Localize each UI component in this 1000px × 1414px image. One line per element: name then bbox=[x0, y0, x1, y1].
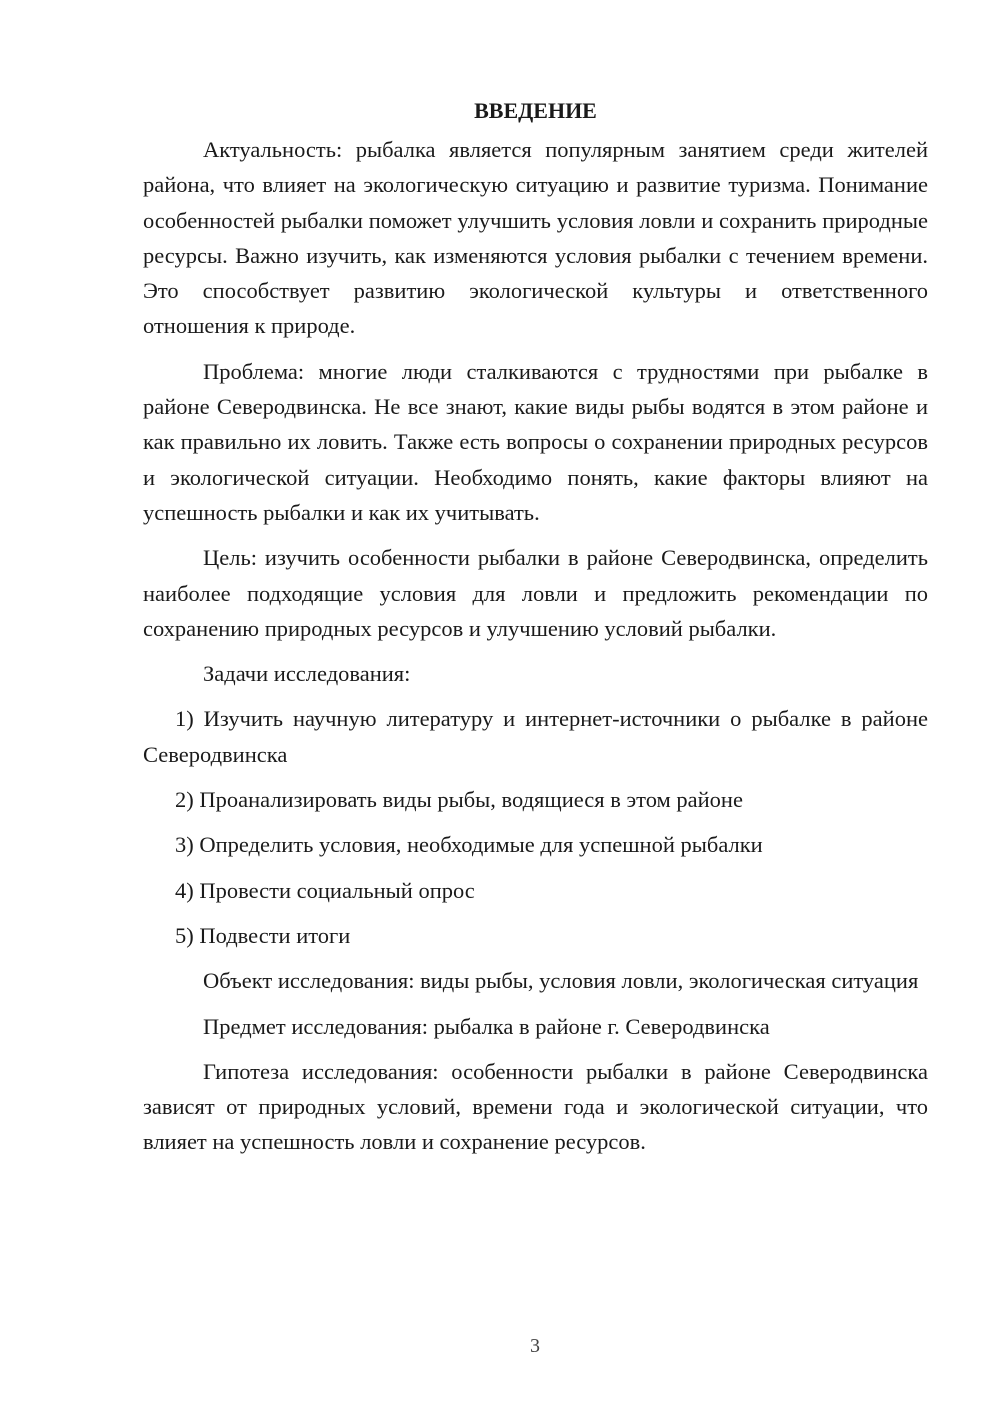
goal-paragraph: Цель: изучить особенности рыбалки в районе Северодвинска, определить наиболее подходящие условия для ловли и предложить рекомендации по сохранению природных ресурсов и улучшению условий рыбалки. bbox=[143, 545, 928, 641]
task-item: 2) Проанализировать виды рыбы, водящиеся в этом районе bbox=[175, 787, 743, 813]
problem-paragraph: Проблема: многие люди сталкиваются с трудностями при рыбалке в районе Северодвинска. Не все знают, какие виды рыбы водятся в этом районе и как правильно их ловить. Также есть вопросы о сохранении природных ресурсов и экологической ситуации. Необходимо понять, какие факторы влияют на успешность рыбалки и как их учитывать. bbox=[143, 358, 928, 525]
subject-paragraph: Предмет исследования: рыбалка в районе г. Северодвинска bbox=[203, 1013, 770, 1039]
task-item: 4) Провести социальный опрос bbox=[175, 877, 475, 903]
tasks-heading: Задачи исследования: bbox=[203, 661, 411, 687]
task-item: 1) Изучить научную литературу и интернет-источники о рыбалке в районе Северодвинска bbox=[143, 706, 928, 767]
relevance-paragraph: Актуальность: рыбалка является популярным занятием среди жителей района, что влияет на экологическую ситуацию и развитие туризма. Понимание особенностей рыбалки поможет улучшить условия ловли и сохранить природные ресурсы. Важно изучить, как изменяются условия рыбалки с течением времени. Это способствует развитию экологической культуры и ответственного отношения к природе. bbox=[143, 137, 928, 339]
task-item: 3) Определить условия, необходимые для успешной рыбалки bbox=[175, 832, 763, 858]
task-item: 5) Подвести итоги bbox=[175, 922, 351, 948]
document-page bbox=[143, 96, 928, 1170]
hypothesis-paragraph: Гипотеза исследования: особенности рыбалки в районе Северодвинска зависят от природных условий, времени года и экологической ситуации, что влияет на успешность ловли и сохранение ресурсов. bbox=[143, 1058, 928, 1155]
section-heading: ВВЕДЕНИЕ bbox=[474, 98, 597, 123]
page-number: 3 bbox=[530, 1335, 540, 1357]
object-paragraph: Объект исследования: виды рыбы, условия ловли, экологическая ситуация bbox=[203, 968, 919, 994]
